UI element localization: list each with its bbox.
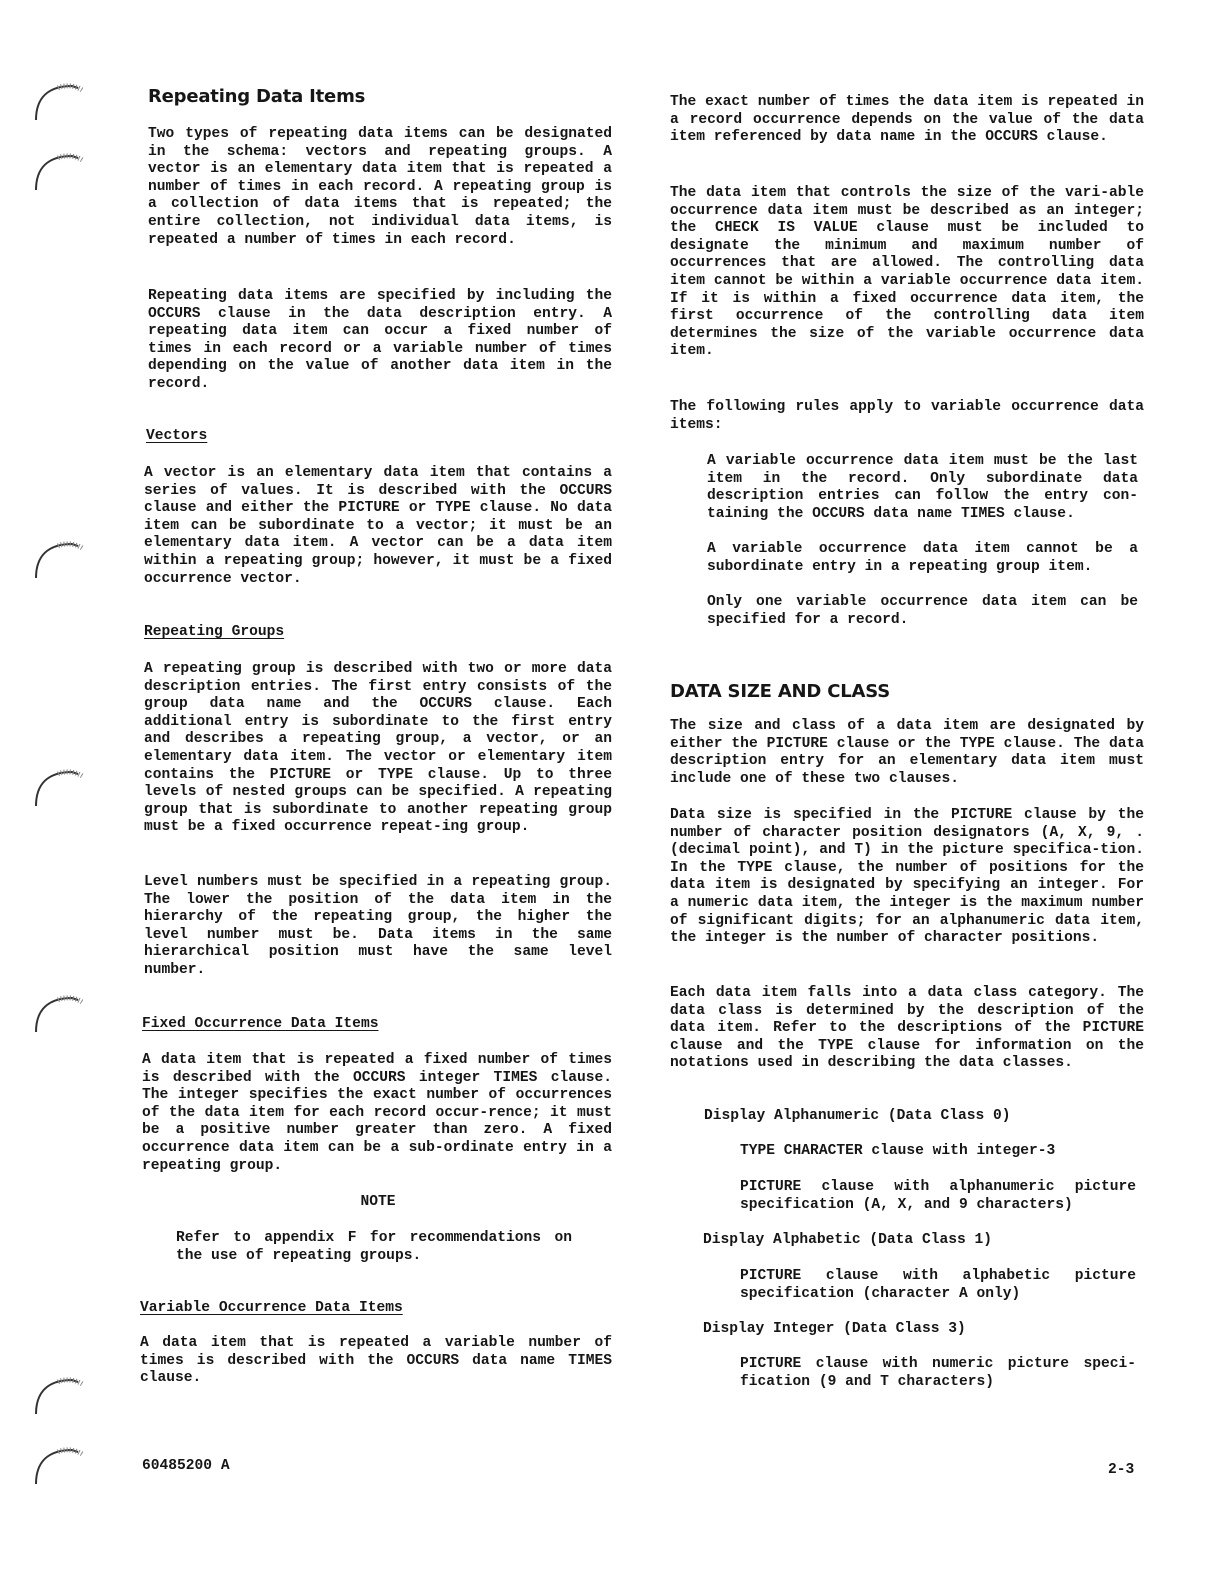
data-class-detail: PICTURE clause with alphanumeric picture specification (A, X, and 9 characters): [740, 1179, 1136, 1213]
punch-hole-mark: [28, 538, 86, 580]
right-paragraph-1: The exact number of times the data item is repeated in a record occurrence depends on the value of the data item referenced by data name in the OCCURS clause.: [670, 94, 1144, 146]
data-class-name: Display Alphabetic (Data Class 1): [703, 1232, 993, 1248]
right-paragraph-2: The data item that controls the size of the vari-able occurrence data item must be described as an integer; the CHECK IS VALUE clause must be included to designate the minimum and maximum number of occurrences that are allowed. The controlling data item cannot be within a variable occurrence data item. If it is within a fixed occurrence data item, the first occurrence of the controlling data item determines the size of the variable occurrence data item.: [670, 185, 1144, 360]
intro-paragraph-2: Repeating data items are specified by including the OCCURS clause in the data description entry. A repeating data item can occur a fixed number of times in each record or a variable number of times depending on the value of another data item in the record.: [148, 288, 612, 392]
subheading-fixed-occurrence: Fixed Occurrence Data Items: [142, 1016, 379, 1032]
footer-doc-number: 60485200 A: [142, 1458, 230, 1474]
punch-hole-mark: [28, 1374, 86, 1416]
subheading-variable-occurrence: Variable Occurrence Data Items: [140, 1300, 403, 1316]
repeating-groups-paragraph-1: A repeating group is described with two or more data description entries. The first entry consists of the group data name and the OCCURS clause. Each additional entry is subordinate to the first entry and describes a repeating group, a vector, or an elementary data item. The vector or elementary item contains the PICTURE or TYPE clause. Up to three levels of nested groups can be specified. A repeating group that is subordinate to another repeating group must be a fixed occurrence repeat-ing group.: [144, 661, 612, 836]
subheading-repeating-groups: Repeating Groups: [144, 624, 285, 640]
footer-page-number: 2-3: [1108, 1462, 1135, 1478]
punch-hole-mark: [28, 766, 86, 808]
data-size-paragraph-2: Data size is specified in the PICTURE clause by the number of character position designators (A, X, 9, . (decimal point), and T) in the picture specifica-tion. In the TYPE clause, the number of positions for the data item is designated by specifying an integer. For a numeric data item, the integer is the maximum number of significant digits; for an alphanumeric data item, the integer is the number of character positions.: [670, 807, 1144, 947]
data-class-detail: PICTURE clause with numeric picture speci-fication (9 and T characters): [740, 1356, 1136, 1390]
data-class-name: Display Alphanumeric (Data Class 0): [704, 1108, 1011, 1124]
data-size-paragraph-1: The size and class of a data item are designated by either the PICTURE clause or the TYPE clause. The data description entry for an elementary data item must include one of these two clauses.: [670, 718, 1144, 787]
repeating-groups-paragraph-2: Level numbers must be specified in a repeating group. The lower the position of the data item in the hierarchy of the repeating group, the higher the level number must be. Data items in the same hierarchical position must have the same level number.: [144, 874, 612, 978]
data-class-detail: TYPE CHARACTER clause with integer-3: [740, 1143, 1056, 1159]
section-heading-data-size-and-class: DATA SIZE AND CLASS: [670, 681, 890, 702]
fixed-occurrence-paragraph: A data item that is repeated a fixed number of times is described with the OCCURS integer TIMES clause. The integer specifies the exact number of occurrences of the data item for each record occur-rence; it must be a positive number greater than zero. A fixed occurrence data item can be a sub-ordinate entry in a repeating group.: [142, 1052, 612, 1174]
punch-hole-mark: [28, 80, 86, 122]
variable-occurrence-paragraph: A data item that is repeated a variable number of times is described with the OCCURS data name TIMES clause.: [140, 1335, 612, 1387]
right-paragraph-3: The following rules apply to variable occurrence data items:: [670, 399, 1144, 433]
rule-item: Only one variable occurrence data item can be specified for a record.: [707, 594, 1138, 628]
rule-item: A variable occurrence data item cannot be a subordinate entry in a repeating group item.: [707, 541, 1138, 575]
subheading-vectors: Vectors: [146, 428, 208, 444]
data-size-paragraph-3: Each data item falls into a data class category. The data class is determined by the description of the data item. Refer to the descriptions of the PICTURE clause and the TYPE clause for information on the notations used in describing the data classes.: [670, 985, 1144, 1072]
data-class-name: Display Integer (Data Class 3): [703, 1321, 966, 1337]
note-label: NOTE: [360, 1194, 396, 1210]
data-class-detail: PICTURE clause with alphabetic picture specification (character A only): [740, 1268, 1136, 1302]
punch-hole-mark: [28, 992, 86, 1034]
note-text: Refer to appendix F for recommendations on the use of repeating groups.: [176, 1230, 572, 1264]
rule-item: A variable occurrence data item must be the last item in the record. Only subordinate data description entries can follow the entry con-taining the OCCURS data name TIMES clause.: [707, 453, 1138, 522]
vectors-paragraph: A vector is an elementary data item that contains a series of values. It is described with the OCCURS clause and either the PICTURE or TYPE clause. No data item can be subordinate to a vector; it must be an elementary data item. A vector can be a data item within a repeating group; however, it must be a fixed occurrence vector.: [144, 465, 612, 587]
intro-paragraph-1: Two types of repeating data items can be designated in the schema: vectors and repeating groups. A vector is an elementary data item that is repeated a number of times in each record. A repeating group is a collection of data items that is repeated; the entire collection, not individual data items, is repeated a number of times in each record.: [148, 126, 612, 248]
punch-hole-mark: [28, 150, 86, 192]
punch-hole-mark: [28, 1444, 86, 1486]
section-heading-repeating-data-items: Repeating Data Items: [148, 86, 366, 107]
